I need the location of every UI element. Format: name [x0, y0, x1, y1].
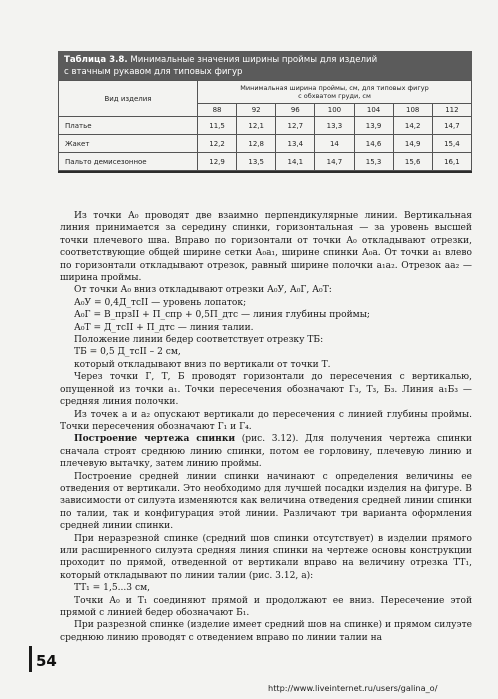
data-table-wrapper: [58, 80, 472, 173]
body-paragraph: [60, 297, 472, 309]
table-body: [59, 117, 472, 171]
value-cell: 13,4: [276, 135, 315, 153]
value-cell: 15,3: [354, 153, 393, 171]
paragraph-text: Из точки А₀ проводят две взаимно перпендикулярные линии. Вертикальная линия принимается за середину спинки, горизонтальная — за уровень высшей точки плечевого шва. Вправо по горизонтали от точки А₀ откладывают отрезки, соответствующие общей ширине сетки А₀а₁, ширине спинки А₀а. От точки а₁ влево по горизонтали откладывают отрезок, равный ширине полочки а₁а₂. Отрезок аа₂ — ширина проймы.: [60, 211, 472, 284]
table-row: [59, 135, 472, 153]
garment-name-cell: Пальто демисезонное: [59, 153, 198, 171]
paragraph-text: который откладывают вниз по вертикали от точки Т.: [74, 359, 331, 370]
body-paragraph: [60, 582, 472, 594]
value-cell: 15,4: [432, 135, 471, 153]
column-header-garment: Вид изделия: [59, 81, 198, 117]
value-cell: 12,8: [237, 135, 276, 153]
table-caption: [58, 51, 472, 80]
size-header-cell: 96: [276, 104, 315, 117]
value-cell: 13,3: [315, 117, 354, 135]
value-cell: 12,9: [198, 153, 237, 171]
table-caption-title-line2: с втачным рукавом для типовых фигур: [64, 67, 243, 77]
body-paragraph: [60, 595, 472, 620]
value-cell: 16,1: [432, 153, 471, 171]
value-cell: 12,7: [276, 117, 315, 135]
paragraph-text: Положение линии бедер соответствует отрезку ТБ:: [74, 335, 324, 346]
size-header-cell: 112: [432, 104, 471, 117]
value-cell: 12,2: [198, 135, 237, 153]
table-caption-number: Таблица 3.8.: [64, 55, 128, 65]
garment-name-cell: Платье: [59, 117, 198, 135]
body-text: [60, 210, 472, 644]
paragraph-heading: Построение чертежа спинки: [74, 433, 236, 445]
value-cell: 14,7: [432, 117, 471, 135]
column-header-span: [198, 81, 472, 104]
armhole-width-table: [58, 80, 472, 171]
value-cell: 14,6: [354, 135, 393, 153]
garment-name-cell: Жакет: [59, 135, 198, 153]
paragraph-text: ТБ = 0,5 Д_тсII – 2 см,: [74, 347, 181, 358]
body-paragraph: [60, 346, 472, 358]
table-row: [59, 117, 472, 135]
page-number: 54: [36, 652, 57, 670]
size-header-cell: 100: [315, 104, 354, 117]
value-cell: 13,5: [237, 153, 276, 171]
body-paragraph: [60, 359, 472, 371]
body-paragraph: [60, 471, 472, 533]
paragraph-text: А₀Т = Д_тсII + П_дтс — линия талии.: [74, 322, 254, 333]
body-paragraph: [60, 433, 472, 470]
size-header-cell: 104: [354, 104, 393, 117]
body-paragraph: [60, 334, 472, 346]
paragraph-text: А₀Г = В_прзII + П_спр + 0,5П_дтс — линия глубины проймы;: [74, 310, 370, 321]
body-paragraph: [60, 409, 472, 434]
body-paragraph: [60, 284, 472, 296]
body-paragraph: [60, 619, 472, 644]
paragraph-text: Через точки Г, Т, Б проводят горизонтали до пересечения с вертикалью, опущенной из точки а₁. Точки пересечения обозначают Г₃, Т₃, Б₃. Линия а₁Б₃ — средняя линия полочки.: [60, 372, 472, 408]
value-cell: 12,1: [237, 117, 276, 135]
value-cell: 14,9: [393, 135, 432, 153]
paragraph-text: При разрезной спинке (изделие имеет средний шов на спинке) и прямом силуэте среднюю линию проводят с отведением вправо по линии талии на: [60, 620, 472, 643]
column-header-span-line1: Минимальная ширина проймы, см, для типовых фигур: [240, 84, 429, 92]
paragraph-text: (рис. 3.12). Для получения чертежа спинки сначала строят среднюю линию спинки, потом ее горловину, плечевую линию и плечевую вытачку, затем линию проймы.: [60, 434, 472, 470]
paragraph-text: А₀У = 0,4Д_тсII — уровень лопаток;: [74, 297, 247, 308]
body-paragraph: [60, 533, 472, 583]
size-header-cell: 108: [393, 104, 432, 117]
value-cell: 11,5: [198, 117, 237, 135]
value-cell: 14,2: [393, 117, 432, 135]
value-cell: 14: [315, 135, 354, 153]
body-paragraph: [60, 322, 472, 334]
page-number-bar: [29, 646, 32, 672]
paragraph-text: ТТ₁ = 1,5...3 см,: [74, 583, 151, 594]
value-cell: 14,7: [315, 153, 354, 171]
paragraph-text: От точки А₀ вниз откладывают отрезки А₀У, А₀Г, А₀Т:: [74, 285, 332, 296]
watermark-url: http://www.liveinternet.ru/users/galina_o/: [268, 683, 438, 693]
value-cell: 15,6: [393, 153, 432, 171]
table-caption-title: Минимальные значения ширины проймы для изделий: [127, 55, 378, 65]
body-paragraph: [60, 371, 472, 408]
paragraph-text: Построение средней линии спинки начинают с определения величины ее отведения от вертикали. Это необходимо для лучшей посадки изделия на фигуре. В зависимости от силуэта изменяются как величина отведения средней линии спинки по талии, так и конфигурация этой линии. Различают три варианта оформления средней линии спинки.: [60, 471, 472, 532]
table-row: [59, 153, 472, 171]
size-header-cell: 88: [198, 104, 237, 117]
paragraph-text: Точки А₀ и Т₁ соединяют прямой и продолжают ее вниз. Пересечение этой прямой с линией бедер обозначают Б₁.: [60, 595, 472, 618]
paragraph-text: При неразрезной спинке (средний шов спинки отсутствует) в изделии прямого или расширенного силуэта средняя линия спинки на чертеже основы конструкции проходит по прямой, отведенной от вертикали вправо на величину отрезка ТТ₁, который откладывают по линии талии (рис. 3.12, а):: [60, 533, 472, 581]
column-header-span-line2: с обхватом груди, см: [298, 92, 371, 100]
body-paragraph: [60, 309, 472, 321]
value-cell: 14,1: [276, 153, 315, 171]
body-paragraph: [60, 210, 472, 284]
size-header-cell: 92: [237, 104, 276, 117]
paragraph-text: Из точек а и а₂ опускают вертикали до пересечения с линией глубины проймы. Точки пересечения обозначают Г₁ и Г₄.: [60, 409, 472, 432]
value-cell: 13,9: [354, 117, 393, 135]
